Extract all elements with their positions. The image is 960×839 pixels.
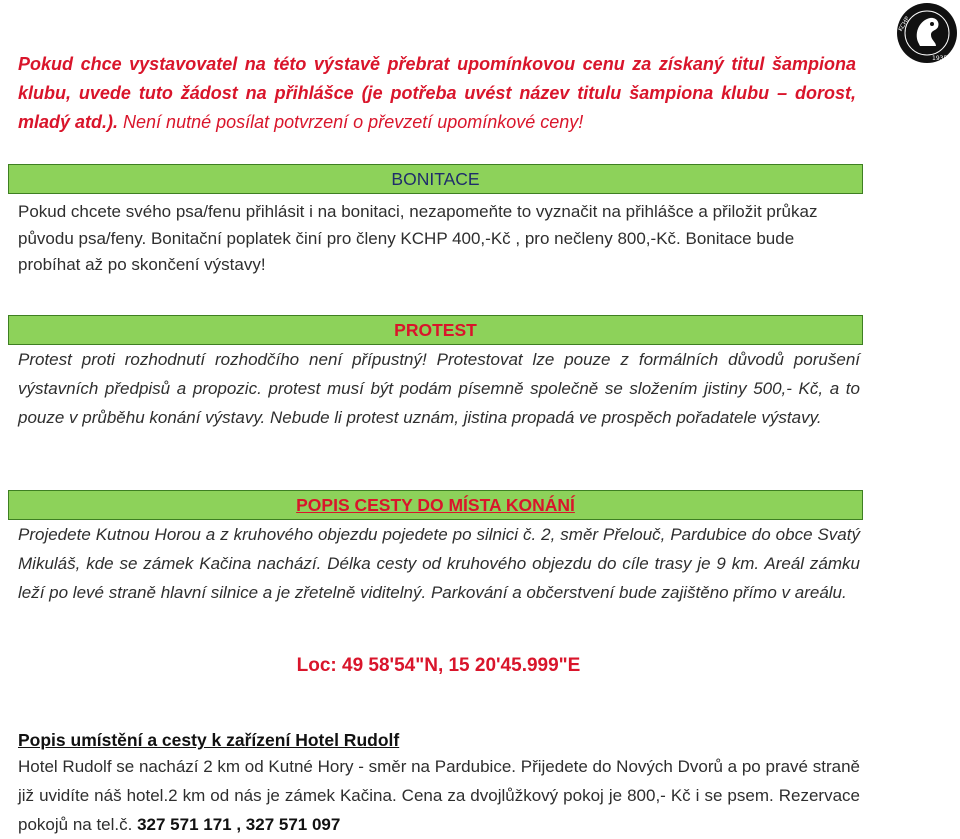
popis-heading-bar — [8, 490, 863, 520]
hotel-text: Hotel Rudolf se nachází 2 km od Kutné Hory - směr na Pardubice. Přijedete do Nových Dvorů a po pravé straně již uvidíte náš hotel.2 km od nás je zámek Kačina. Cena za dvojlůžkový pokoj je 800,- Kč i se psem. Rezervace pokojů na tel.č. — [18, 757, 860, 834]
location-coordinates: Loc: 49 58'54"N, 15 20'45.999"E — [296, 655, 581, 676]
svg-text:KCHP: KCHP — [897, 15, 912, 33]
protest-text: Protest proti rozhodnutí rozhodčího není přípustný! Protestovat lze pouze z formálních důvodů porušení výstavních předpisů a propozic. protest musí být podám písemně společně se složením jistiny 500,- Kč, a to pouze v průběhu konání výstavy. Nebude li protest uznám, jistina propadá ve prospěch pořadatele výstavy. — [18, 350, 860, 427]
bonitace-text: Pokud chcete svého psa/fenu přihlásit i na bonitaci, nezapomeňte to vyznačit na přihlášce a přiložit průkaz původu psa/feny. Bonitační poplatek činí pro členy KCHP 400,-Kč , pro nečleny 800,-Kč. Bonitace bude probíhat až po skončení výstavy! — [18, 202, 818, 274]
popis-text: Projedete Kutnou Horou a z kruhového objezdu pojedete po silnici č. 2, směr Přelouč, Pardubice do obce Svatý Mikuláš, kde se zámek Kačina nachází. Délka cesty od kruhového objezdu do cíle trasy je 9 km. Areál zámku leží po levé straně hlavní silnice a je zřetelně viditelný. Parkování a občerstvení bude zajištěno přímo v areálu. — [18, 525, 860, 602]
svg-text:1935: 1935 — [932, 55, 948, 62]
intro-normal-text: Není nutné posílat potvrzení o převzetí upomínkové ceny! — [118, 112, 584, 132]
hotel-text-paragraph — [18, 752, 860, 839]
protest-heading: PROTEST — [394, 320, 477, 340]
hotel-title: Popis umístění a cesty k zařízení Hotel Rudolf — [18, 730, 400, 750]
protest-heading-bar — [8, 315, 863, 345]
hotel-phone: 327 571 171 , 327 571 097 — [132, 815, 341, 834]
bonitace-heading-bar — [8, 164, 863, 194]
popis-heading: POPIS CESTY DO MÍSTA KONÁNÍ — [296, 495, 575, 515]
intro-bold-text: Pokud chce vystavovatel na této výstavě přebrat upomínkovou cenu za získaný titul šampiona klubu, uvede tuto žádost na přihlášce (je potřeba uvést název titulu šampiona klubu – dorost, mladý atd.). — [18, 54, 856, 132]
club-logo-icon — [896, 2, 958, 64]
bonitace-heading: BONITACE — [391, 169, 480, 189]
intro-paragraph — [18, 50, 856, 137]
